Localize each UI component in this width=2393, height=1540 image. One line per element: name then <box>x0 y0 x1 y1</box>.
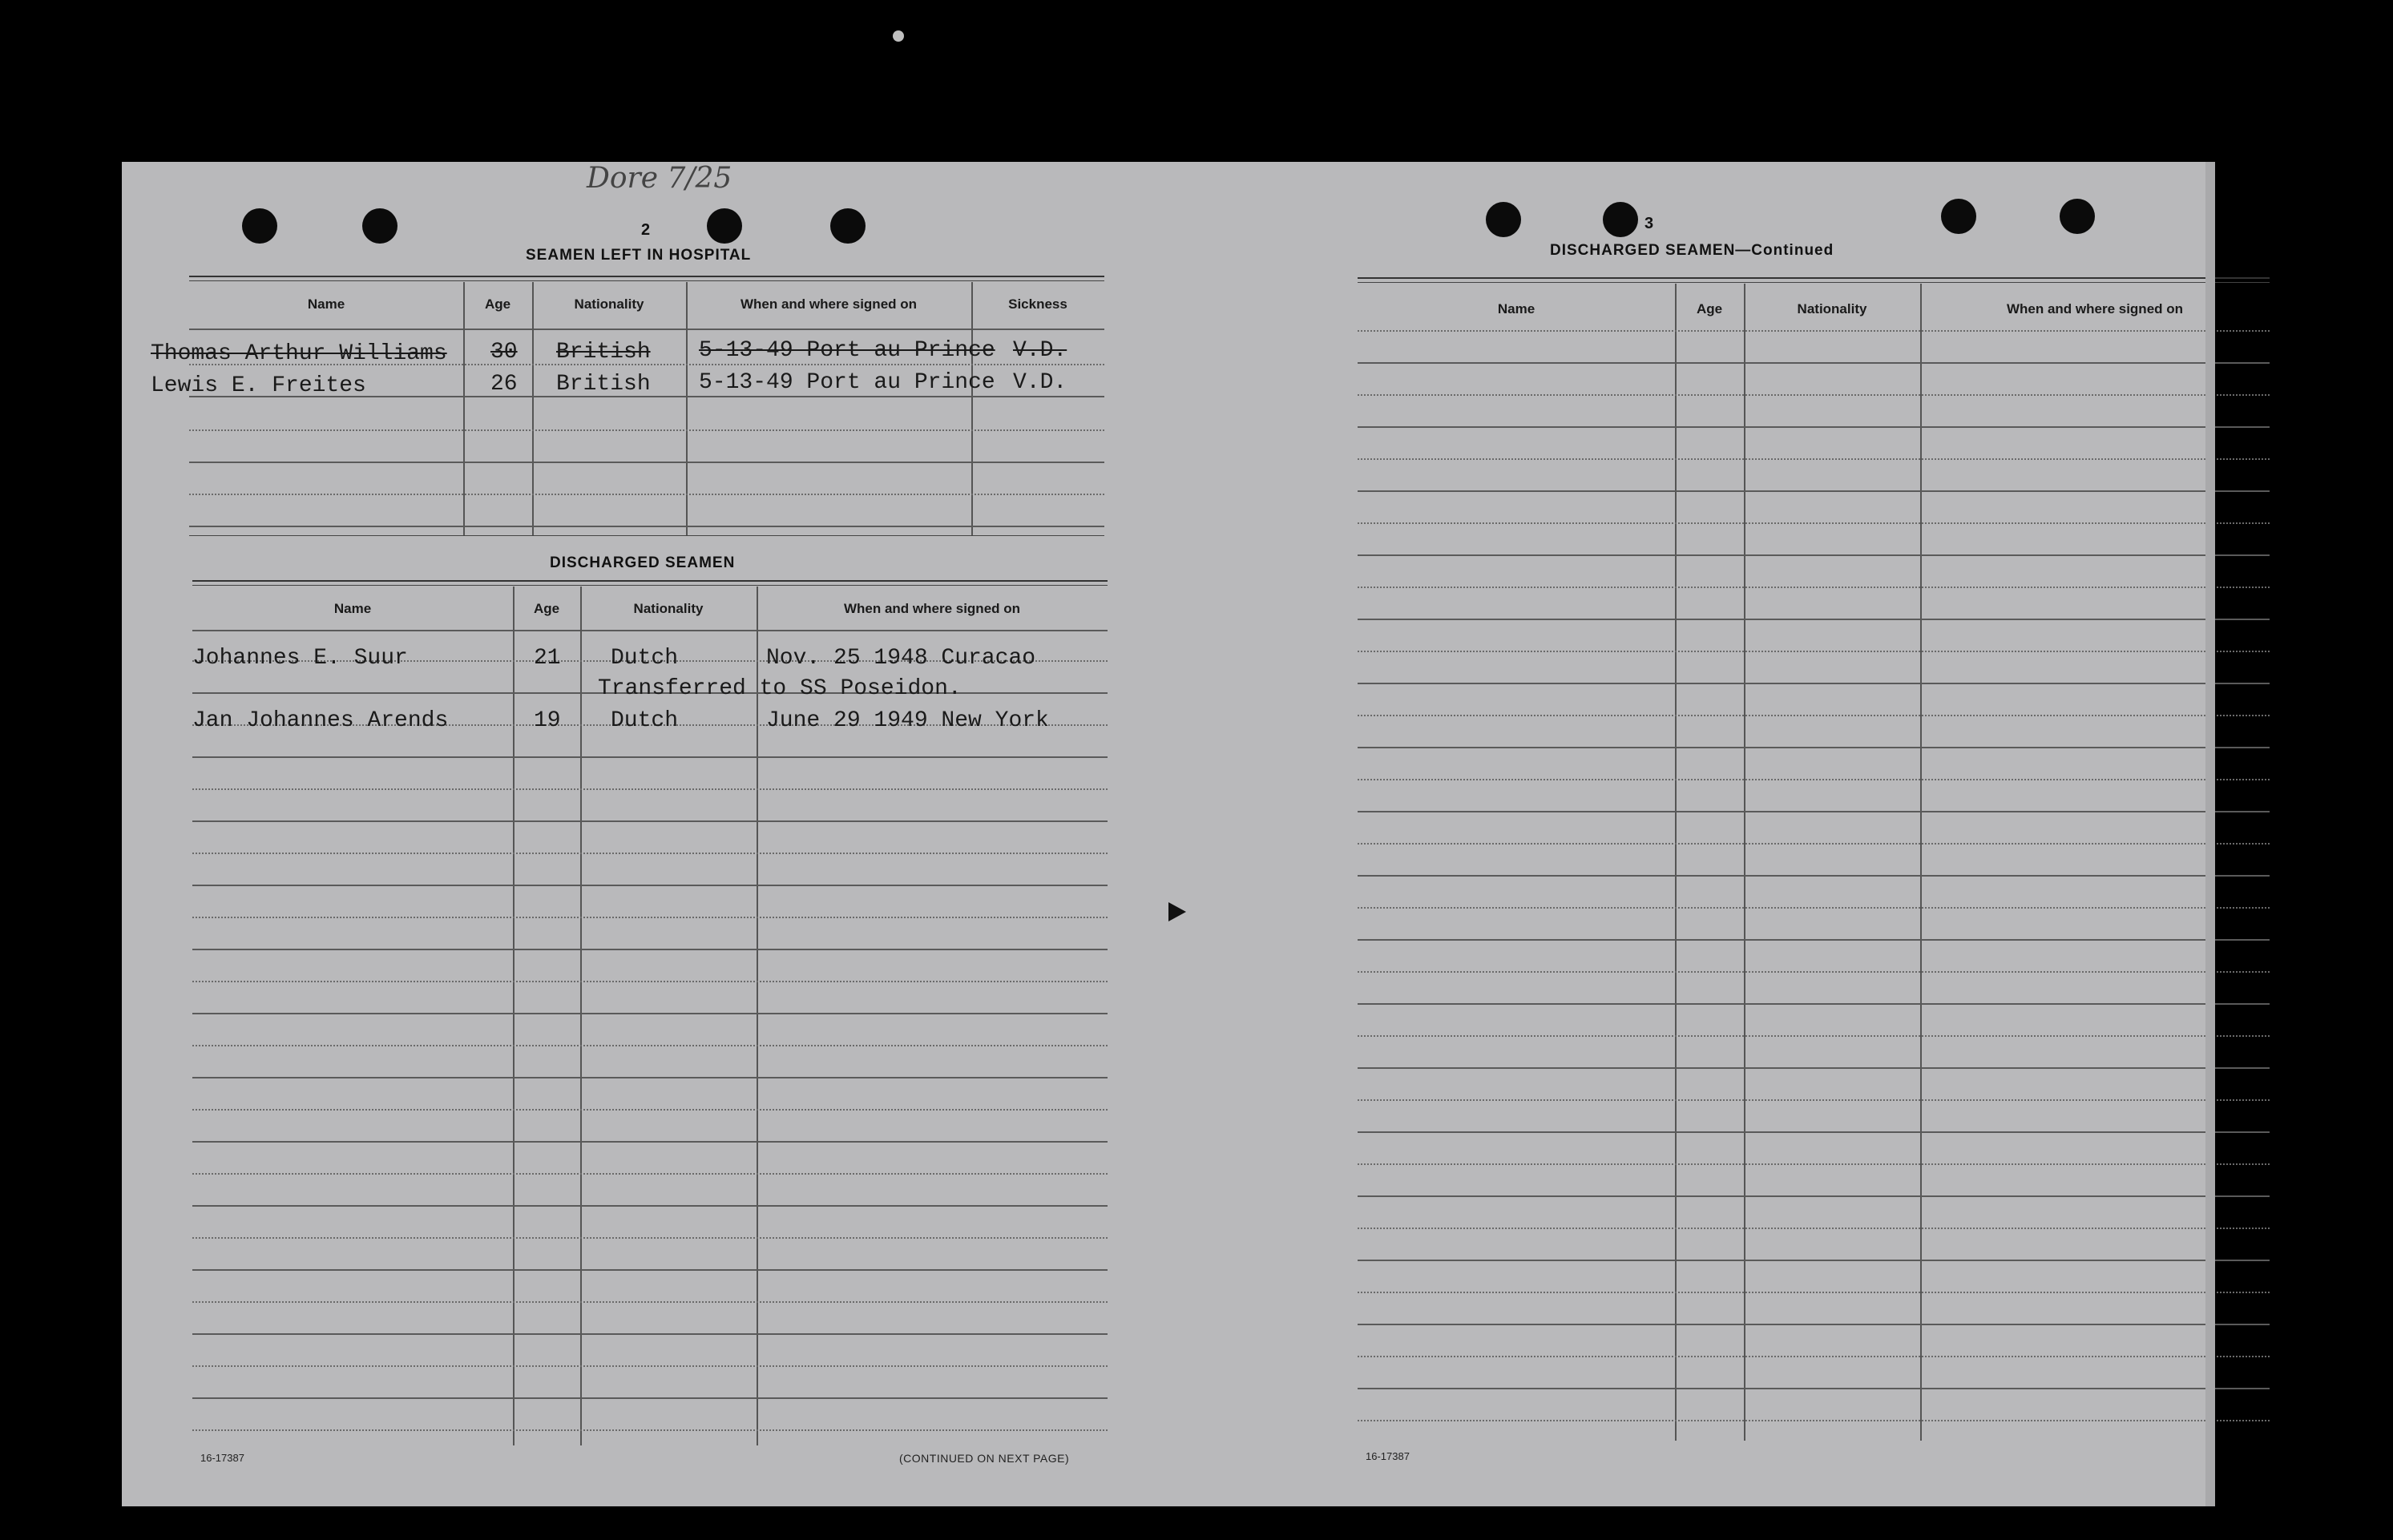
ruled-line <box>1358 1356 2270 1357</box>
ruled-line <box>1358 907 2270 909</box>
discharged-row-1-name: Johannes E. Suur <box>192 646 408 671</box>
ruled-line <box>1358 1228 2270 1229</box>
ruled-line <box>1358 362 2270 364</box>
ruled-line <box>1358 1163 2270 1165</box>
continued-note: (CONTINUED ON NEXT PAGE) <box>899 1452 1070 1465</box>
ruled-line <box>192 1205 1108 1207</box>
ruled-line <box>1358 843 2270 845</box>
ruled-line <box>192 1301 1108 1303</box>
col-head-name: Name <box>333 601 372 616</box>
ruled-line <box>192 756 1108 758</box>
ruled-line <box>1358 779 2270 780</box>
ruled-line <box>1358 554 2270 556</box>
ruled-line <box>192 917 1108 918</box>
hospital-row-1-nationality: British <box>556 340 651 365</box>
discharged-section-title: DISCHARGED SEAMEN <box>550 554 736 571</box>
ruled-line <box>192 1109 1108 1111</box>
ruled-line <box>192 1173 1108 1175</box>
ruled-line <box>192 1141 1108 1143</box>
ruled-line <box>192 853 1108 854</box>
col-head-age: Age <box>484 296 511 312</box>
discharged-row-2-nationality: Dutch <box>611 708 679 733</box>
ruled-line <box>192 981 1108 982</box>
ruled-line <box>192 1333 1108 1335</box>
ruled-line <box>1358 330 2270 332</box>
hospital-row-2-sickness: V.D. <box>1013 370 1067 395</box>
hospital-row-2-age: 26 <box>490 372 518 397</box>
right-page <box>1164 162 2205 1506</box>
ruled-line <box>1358 811 2270 812</box>
left-page <box>122 162 1164 1506</box>
stray-dot <box>893 30 904 42</box>
hospital-row-1-signed-on: 5-13-49 Port au Prince <box>699 338 995 363</box>
ruled-line <box>1358 1195 2270 1197</box>
discharged-row-1-age: 21 <box>534 646 561 671</box>
ruled-line <box>192 820 1108 822</box>
ruled-line <box>1358 1067 2270 1069</box>
col-head-age: Age <box>533 601 560 616</box>
handwritten-note: Dore 7/25 <box>587 162 732 195</box>
ruled-line <box>1358 1420 2270 1421</box>
col-head-signed-on: When and where signed on <box>740 296 918 312</box>
ruled-line <box>192 1045 1108 1046</box>
discharged-continued-table <box>1358 277 2270 1447</box>
ruled-line <box>1358 522 2270 524</box>
hospital-row-2-name: Lewis E. Freites <box>151 373 366 398</box>
col-head-signed-on: When and where signed on <box>2006 301 2184 316</box>
ruled-line <box>192 949 1108 950</box>
discharged-row-2-name: Jan Johannes Arends <box>192 708 449 733</box>
ruled-line <box>1358 1003 2270 1005</box>
ruled-line <box>1358 1099 2270 1101</box>
hospital-section-title: SEAMEN LEFT IN HOSPITAL <box>526 247 752 264</box>
ruled-line <box>1358 683 2270 684</box>
col-head-nationality: Nationality <box>574 296 644 312</box>
hospital-table <box>189 276 1104 540</box>
ruled-line <box>1358 1388 2270 1389</box>
ruled-line <box>1358 1260 2270 1261</box>
discharged-continued-title: DISCHARGED SEAMEN—Continued <box>1550 242 1834 259</box>
hospital-row-1-age: 30 <box>490 340 518 365</box>
col-head-age: Age <box>1696 301 1723 316</box>
hospital-row-2-nationality: British <box>556 372 651 397</box>
page-number: 3 <box>1644 215 1654 232</box>
hospital-row-2-signed-on: 5-13-49 Port au Prince <box>699 370 995 395</box>
discharged-row-2-age: 19 <box>534 708 561 733</box>
discharged-row-1-signed-on: Nov. 25 1948 Curacao <box>766 646 1036 671</box>
ruled-line <box>192 788 1108 790</box>
hospital-row-1-name: Thomas Arthur Williams <box>151 341 447 366</box>
col-head-name: Name <box>1497 301 1535 316</box>
ruled-line <box>1358 747 2270 748</box>
discharged-row-1-nationality: Dutch <box>611 646 679 671</box>
ruled-line <box>192 1365 1108 1367</box>
ruled-line <box>1358 715 2270 716</box>
ruled-line <box>1358 651 2270 652</box>
ruled-line <box>192 1077 1108 1078</box>
col-head-signed-on: When and where signed on <box>843 601 1021 616</box>
col-head-sickness: Sickness <box>1008 296 1067 312</box>
col-head-name: Name <box>307 296 345 312</box>
ruled-line <box>192 1269 1108 1271</box>
ruled-line <box>192 1013 1108 1014</box>
col-head-nationality: Nationality <box>1797 301 1867 316</box>
form-number: 16-17387 <box>200 1452 244 1464</box>
ruled-line <box>1358 1292 2270 1293</box>
ruled-line <box>1358 1035 2270 1037</box>
ruled-line <box>1358 619 2270 620</box>
ruled-line <box>1358 1324 2270 1325</box>
ruled-line <box>1358 587 2270 588</box>
document-sheet <box>122 162 2205 1506</box>
page-number: 2 <box>641 221 651 239</box>
ruled-line <box>1358 1131 2270 1133</box>
ruled-line <box>1358 939 2270 941</box>
ruled-line <box>192 885 1108 886</box>
discharged-transfer-note: Transferred to SS Poseidon. <box>598 676 962 701</box>
ruled-line <box>192 1397 1108 1399</box>
form-number: 16-17387 <box>1366 1450 1410 1462</box>
ruled-line <box>1358 426 2270 428</box>
ruled-line <box>1358 490 2270 492</box>
discharged-row-2-signed-on: June 29 1949 New York <box>766 708 1049 733</box>
ruled-line <box>1358 458 2270 460</box>
ruled-line <box>1358 394 2270 396</box>
col-head-nationality: Nationality <box>633 601 704 616</box>
hospital-row-1-sickness: V.D. <box>1013 338 1067 363</box>
ruled-line <box>1358 971 2270 973</box>
ruled-line <box>192 1237 1108 1239</box>
ruled-line <box>192 1429 1108 1431</box>
ruled-line <box>1358 875 2270 877</box>
